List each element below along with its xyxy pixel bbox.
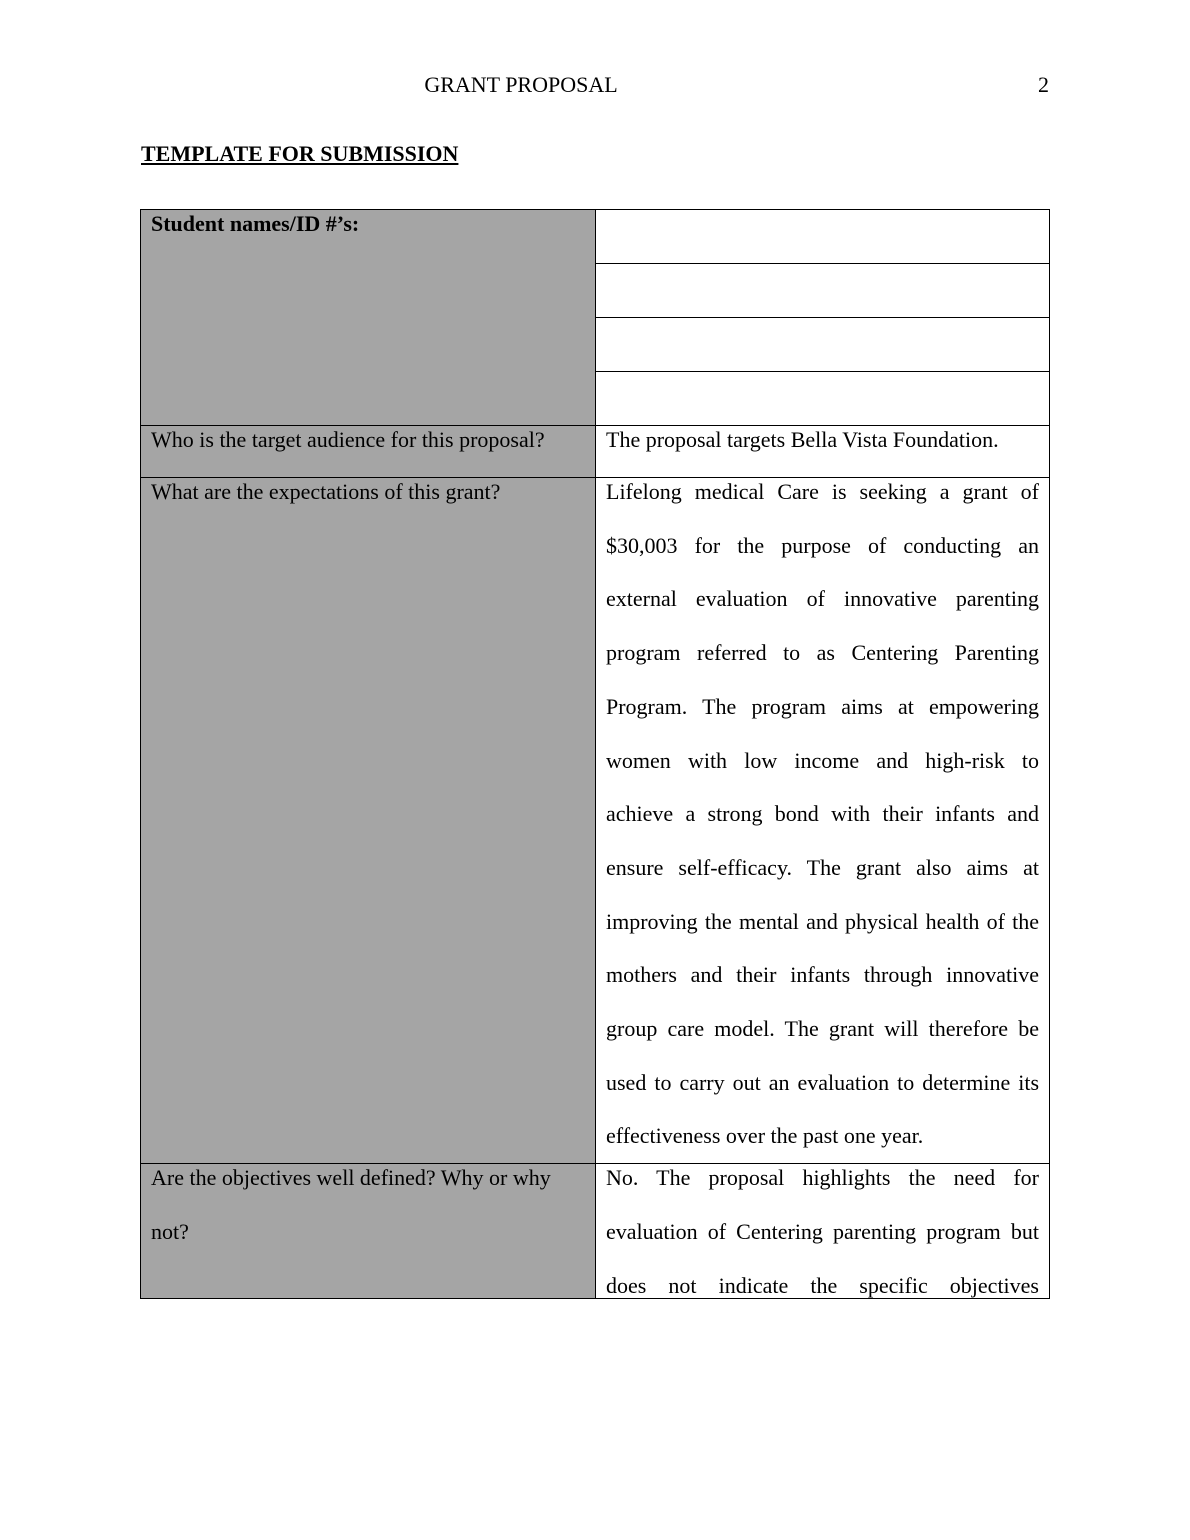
table-row-objectives — [141, 1164, 1050, 1299]
answer-objectives: No. The proposal highlights the need for evaluation of Centering parenting program but does not indicate the specific objectives — [606, 1165, 1039, 1298]
answer-audience: The proposal targets Bella Vista Foundation. — [606, 427, 999, 452]
table-row-students — [141, 210, 1050, 264]
question-objectives: Are the objectives well defined? Why or why not? — [151, 1165, 551, 1244]
table-row-expectations — [141, 478, 1050, 1164]
running-head — [0, 70, 1190, 100]
student-name-slot-3[interactable] — [596, 318, 1050, 372]
question-audience: Who is the target audience for this proposal? — [151, 427, 545, 452]
answer-expectations: Lifelong medical Care is seeking a grant of $30,003 for the purpose of conducting an external evaluation of innovative parenting program referred to as Centering Parenting Program. The program aims at empowering women with low income and high-risk to achieve a strong bond with their infants and ensure self-efficacy. The grant also aims at improving the mental and physical health of the mothers and their infants through innovative group care model. The grant will therefore be used to carry out an evaluation to determine its effectiveness over the past one year. — [606, 479, 1039, 1149]
answer-cell — [596, 478, 1050, 1164]
page-number: 2 — [1038, 72, 1049, 97]
student-name-slot-2[interactable] — [596, 264, 1050, 318]
running-title: GRANT PROPOSAL — [424, 72, 618, 97]
question-expectations: What are the expectations of this grant? — [151, 479, 501, 504]
answer-objectives-clip — [606, 1164, 1039, 1298]
students-label-cell — [141, 210, 596, 426]
submission-table — [140, 209, 1050, 1299]
question-cell — [141, 478, 596, 1164]
student-name-slot-1[interactable] — [596, 210, 1050, 264]
question-cell — [141, 1164, 596, 1299]
document-heading: TEMPLATE FOR SUBMISSION — [141, 141, 459, 166]
students-label: Student names/ID #’s: — [151, 211, 360, 236]
answer-cell — [596, 1164, 1050, 1299]
